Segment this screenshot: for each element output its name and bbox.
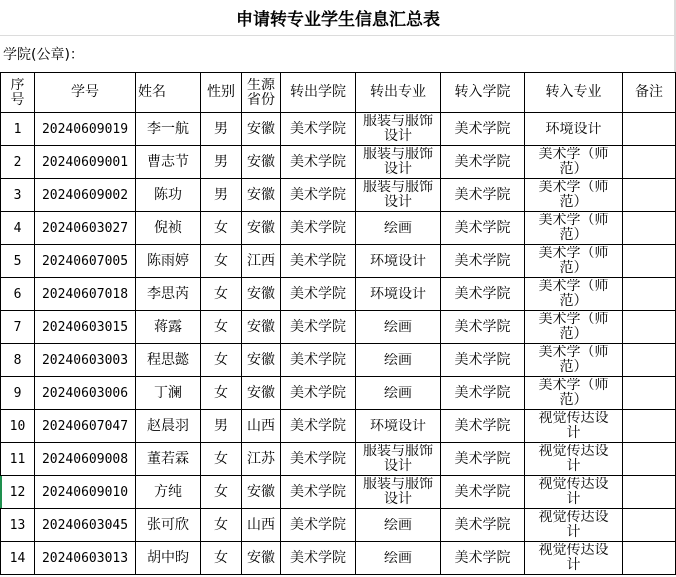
student-transfer-table — [0, 72, 676, 575]
table-row — [1, 509, 676, 542]
cell-to-major-text: 视觉传达设计 — [538, 510, 609, 540]
cell-to-major[interactable] — [525, 113, 623, 146]
cell-to-major-text: 美术学（师范） — [538, 180, 609, 210]
cell-to-college[interactable]: 美术学院 — [441, 212, 525, 245]
cell-from-major-text: 环境设计 — [370, 418, 426, 434]
cell-name[interactable]: 董若霖 — [136, 443, 201, 476]
cell-from-college[interactable]: 美术学院 — [281, 377, 356, 410]
cell-from-major-text: 服装与服饰设计 — [363, 147, 433, 177]
cell-province[interactable]: 安徽 — [242, 179, 281, 212]
cell-student-id[interactable]: 20240609019 — [35, 113, 136, 146]
table-row — [1, 344, 676, 377]
cell-from-major-text: 绘画 — [384, 550, 412, 566]
cell-to-major-text: 美术学（师范） — [538, 378, 609, 408]
cell-from-major-text: 绘画 — [384, 385, 412, 401]
table-row — [1, 245, 676, 278]
cell-note[interactable] — [623, 410, 676, 443]
cell-note[interactable] — [623, 509, 676, 542]
cell-province[interactable]: 山西 — [242, 509, 281, 542]
table-row — [1, 278, 676, 311]
cell-to-major-text: 环境设计 — [545, 121, 602, 137]
selected-row-marker — [0, 476, 2, 508]
cell-name[interactable]: 程思懿 — [136, 344, 201, 377]
header-from-major[interactable]: 转出专业 — [356, 73, 441, 113]
cell-from-college[interactable]: 美术学院 — [281, 113, 356, 146]
cell-from-major[interactable] — [356, 311, 441, 344]
cell-from-major[interactable] — [356, 278, 441, 311]
cell-to-major[interactable] — [525, 344, 623, 377]
cell-no[interactable]: 8 — [1, 344, 35, 377]
cell-province[interactable]: 安徽 — [242, 311, 281, 344]
table-row — [1, 311, 676, 344]
cell-no[interactable]: 2 — [1, 146, 35, 179]
cell-no[interactable]: 9 — [1, 377, 35, 410]
cell-from-major-text: 服装与服饰设计 — [363, 114, 433, 144]
cell-from-major[interactable] — [356, 509, 441, 542]
cell-student-id[interactable]: 20240603015 — [35, 311, 136, 344]
cell-name[interactable]: 胡中昀 — [136, 542, 201, 575]
cell-no[interactable]: 4 — [1, 212, 35, 245]
cell-note[interactable] — [623, 113, 676, 146]
cell-gender[interactable]: 女 — [201, 476, 242, 509]
cell-note[interactable] — [623, 278, 676, 311]
cell-from-major-text: 环境设计 — [370, 286, 426, 302]
cell-from-major-text: 服装与服饰设计 — [363, 444, 433, 474]
cell-student-id[interactable]: 20240609001 — [35, 146, 136, 179]
cell-note[interactable] — [623, 146, 676, 179]
cell-to-major-text: 美术学（师范） — [538, 279, 609, 309]
header-student-id[interactable]: 学号 — [35, 73, 136, 113]
cell-to-college[interactable]: 美术学院 — [441, 245, 525, 278]
cell-from-major[interactable] — [356, 344, 441, 377]
table-row — [1, 179, 676, 212]
cell-student-id[interactable]: 20240609010 — [35, 476, 136, 509]
cell-student-id[interactable]: 20240603003 — [35, 344, 136, 377]
cell-note[interactable] — [623, 377, 676, 410]
cell-student-id[interactable]: 20240603013 — [35, 542, 136, 575]
cell-note[interactable] — [623, 311, 676, 344]
cell-to-major-text: 美术学（师范） — [538, 213, 609, 243]
cell-gender[interactable]: 女 — [201, 542, 242, 575]
cell-no[interactable]: 10 — [1, 410, 35, 443]
cell-province[interactable]: 安徽 — [242, 344, 281, 377]
cell-gender[interactable]: 女 — [201, 278, 242, 311]
cell-to-major-text: 美术学（师范） — [538, 312, 609, 342]
cell-gender[interactable]: 女 — [201, 377, 242, 410]
cell-from-major[interactable] — [356, 245, 441, 278]
table-row — [1, 410, 676, 443]
cell-to-college[interactable]: 美术学院 — [441, 146, 525, 179]
cell-note[interactable] — [623, 344, 676, 377]
cell-note[interactable] — [623, 179, 676, 212]
cell-to-college[interactable]: 美术学院 — [441, 410, 525, 443]
table-row — [1, 377, 676, 410]
cell-no[interactable]: 12 — [1, 476, 35, 509]
cell-student-id[interactable]: 20240607047 — [35, 410, 136, 443]
cell-student-id[interactable]: 20240603045 — [35, 509, 136, 542]
cell-province[interactable]: 安徽 — [242, 113, 281, 146]
cell-to-college[interactable]: 美术学院 — [441, 542, 525, 575]
cell-province[interactable]: 安徽 — [242, 476, 281, 509]
cell-student-id[interactable]: 20240607018 — [35, 278, 136, 311]
cell-from-major[interactable] — [356, 179, 441, 212]
cell-to-major-text: 美术学（师范） — [538, 246, 609, 276]
cell-province[interactable]: 江西 — [242, 245, 281, 278]
cell-no[interactable]: 13 — [1, 509, 35, 542]
cell-name[interactable]: 曹志节 — [136, 146, 201, 179]
cell-note[interactable] — [623, 542, 676, 575]
cell-from-college[interactable]: 美术学院 — [281, 179, 356, 212]
cell-gender[interactable]: 男 — [201, 113, 242, 146]
cell-no[interactable]: 1 — [1, 113, 35, 146]
cell-gender[interactable]: 女 — [201, 443, 242, 476]
header-to-major[interactable]: 转入专业 — [525, 73, 623, 113]
cell-student-id[interactable]: 20240607005 — [35, 245, 136, 278]
cell-to-major-text: 视觉传达设计 — [538, 477, 609, 507]
cell-gender[interactable]: 男 — [201, 179, 242, 212]
cell-from-major-text: 绘画 — [384, 352, 412, 368]
cell-to-college[interactable]: 美术学院 — [441, 278, 525, 311]
cell-gender[interactable]: 女 — [201, 344, 242, 377]
cell-gender[interactable]: 女 — [201, 509, 242, 542]
cell-from-college[interactable]: 美术学院 — [281, 212, 356, 245]
cell-to-college[interactable]: 美术学院 — [441, 179, 525, 212]
header-province[interactable]: 生源省份 — [242, 73, 281, 113]
cell-name[interactable]: 倪祯 — [136, 212, 201, 245]
cell-from-major[interactable] — [356, 410, 441, 443]
cell-from-major[interactable] — [356, 113, 441, 146]
sheet-title[interactable]: 申请转专业学生信息汇总表 — [0, 0, 676, 36]
cell-from-major-text: 绘画 — [384, 517, 412, 533]
cell-note[interactable] — [623, 443, 676, 476]
header-to-college[interactable]: 转入学院 — [441, 73, 525, 113]
cell-from-major[interactable] — [356, 476, 441, 509]
cell-province[interactable]: 安徽 — [242, 542, 281, 575]
cell-to-major[interactable] — [525, 509, 623, 542]
cell-name[interactable]: 丁澜 — [136, 377, 201, 410]
cell-from-major-text: 绘画 — [384, 319, 412, 335]
cell-to-major-text: 视觉传达设计 — [538, 543, 609, 573]
college-seal-label[interactable]: 学院(公章)： — [3, 47, 84, 63]
cell-to-major[interactable] — [525, 542, 623, 575]
cell-from-major[interactable] — [356, 146, 441, 179]
cell-province[interactable]: 江苏 — [242, 443, 281, 476]
cell-name[interactable]: 李一航 — [136, 113, 201, 146]
cell-name[interactable]: 蒋露 — [136, 311, 201, 344]
cell-gender[interactable]: 男 — [201, 410, 242, 443]
cell-no[interactable]: 3 — [1, 179, 35, 212]
table-row — [1, 476, 676, 509]
cell-no[interactable]: 14 — [1, 542, 35, 575]
cell-from-major[interactable] — [356, 443, 441, 476]
table-row — [1, 443, 676, 476]
header-name[interactable]: 姓名 — [136, 73, 201, 113]
cell-from-college[interactable]: 美术学院 — [281, 245, 356, 278]
table-row — [1, 146, 676, 179]
header-no[interactable]: 序号 — [1, 73, 35, 113]
cell-to-major[interactable] — [525, 443, 623, 476]
cell-province[interactable]: 安徽 — [242, 146, 281, 179]
cell-no[interactable]: 6 — [1, 278, 35, 311]
header-from-college[interactable]: 转出学院 — [281, 73, 356, 113]
cell-to-college[interactable]: 美术学院 — [441, 509, 525, 542]
cell-to-major[interactable] — [525, 245, 623, 278]
cell-to-major[interactable] — [525, 377, 623, 410]
cell-no[interactable]: 5 — [1, 245, 35, 278]
cell-to-major[interactable] — [525, 311, 623, 344]
cell-to-college[interactable]: 美术学院 — [441, 344, 525, 377]
cell-from-major-text: 服装与服饰设计 — [363, 180, 433, 210]
cell-from-major[interactable] — [356, 377, 441, 410]
cell-student-id[interactable]: 20240609008 — [35, 443, 136, 476]
header-row — [1, 73, 676, 113]
header-note[interactable]: 备注 — [623, 73, 676, 113]
cell-from-college[interactable]: 美术学院 — [281, 278, 356, 311]
table-row — [1, 212, 676, 245]
cell-name[interactable]: 赵晨羽 — [136, 410, 201, 443]
cell-note[interactable] — [623, 245, 676, 278]
cell-to-college[interactable]: 美术学院 — [441, 311, 525, 344]
cell-from-major[interactable] — [356, 542, 441, 575]
cell-name[interactable]: 方纯 — [136, 476, 201, 509]
cell-student-id[interactable]: 20240609002 — [35, 179, 136, 212]
cell-to-major[interactable] — [525, 146, 623, 179]
cell-from-college[interactable]: 美术学院 — [281, 344, 356, 377]
cell-name[interactable]: 陈功 — [136, 179, 201, 212]
table-row — [1, 113, 676, 146]
cell-from-college[interactable]: 美术学院 — [281, 146, 356, 179]
table-row — [1, 542, 676, 575]
cell-to-college[interactable]: 美术学院 — [441, 113, 525, 146]
cell-to-major[interactable] — [525, 410, 623, 443]
cell-from-major-text: 服装与服饰设计 — [363, 477, 433, 507]
cell-province[interactable]: 安徽 — [242, 278, 281, 311]
cell-province[interactable]: 安徽 — [242, 212, 281, 245]
cell-to-major[interactable] — [525, 476, 623, 509]
cell-to-college[interactable]: 美术学院 — [441, 476, 525, 509]
cell-name[interactable]: 李思芮 — [136, 278, 201, 311]
cell-note[interactable] — [623, 476, 676, 509]
cell-province[interactable]: 山西 — [242, 410, 281, 443]
cell-from-college[interactable]: 美术学院 — [281, 443, 356, 476]
header-gender[interactable]: 性别 — [201, 73, 242, 113]
cell-gender[interactable]: 女 — [201, 212, 242, 245]
cell-from-college[interactable]: 美术学院 — [281, 476, 356, 509]
cell-gender[interactable]: 女 — [201, 311, 242, 344]
cell-gender[interactable]: 男 — [201, 146, 242, 179]
cell-no[interactable]: 7 — [1, 311, 35, 344]
cell-no[interactable]: 11 — [1, 443, 35, 476]
cell-from-major-text: 环境设计 — [370, 253, 426, 269]
cell-gender[interactable]: 女 — [201, 245, 242, 278]
cell-student-id[interactable]: 20240603006 — [35, 377, 136, 410]
cell-from-major-text: 绘画 — [384, 220, 412, 236]
cell-name[interactable]: 张可欣 — [136, 509, 201, 542]
cell-from-college[interactable]: 美术学院 — [281, 542, 356, 575]
cell-note[interactable] — [623, 212, 676, 245]
cell-name[interactable]: 陈雨婷 — [136, 245, 201, 278]
cell-from-major[interactable] — [356, 212, 441, 245]
cell-to-college[interactable]: 美术学院 — [441, 377, 525, 410]
cell-to-major-text: 美术学（师范） — [538, 147, 609, 177]
cell-to-major[interactable] — [525, 179, 623, 212]
cell-to-college[interactable]: 美术学院 — [441, 443, 525, 476]
cell-from-college[interactable]: 美术学院 — [281, 311, 356, 344]
cell-to-major[interactable] — [525, 278, 623, 311]
cell-to-major-text: 视觉传达设计 — [538, 411, 609, 441]
cell-from-college[interactable]: 美术学院 — [281, 509, 356, 542]
cell-to-major-text: 视觉传达设计 — [538, 444, 609, 474]
cell-student-id[interactable]: 20240603027 — [35, 212, 136, 245]
cell-from-college[interactable]: 美术学院 — [281, 410, 356, 443]
cell-to-major[interactable] — [525, 212, 623, 245]
cell-province[interactable]: 安徽 — [242, 377, 281, 410]
cell-to-major-text: 美术学（师范） — [538, 345, 609, 375]
